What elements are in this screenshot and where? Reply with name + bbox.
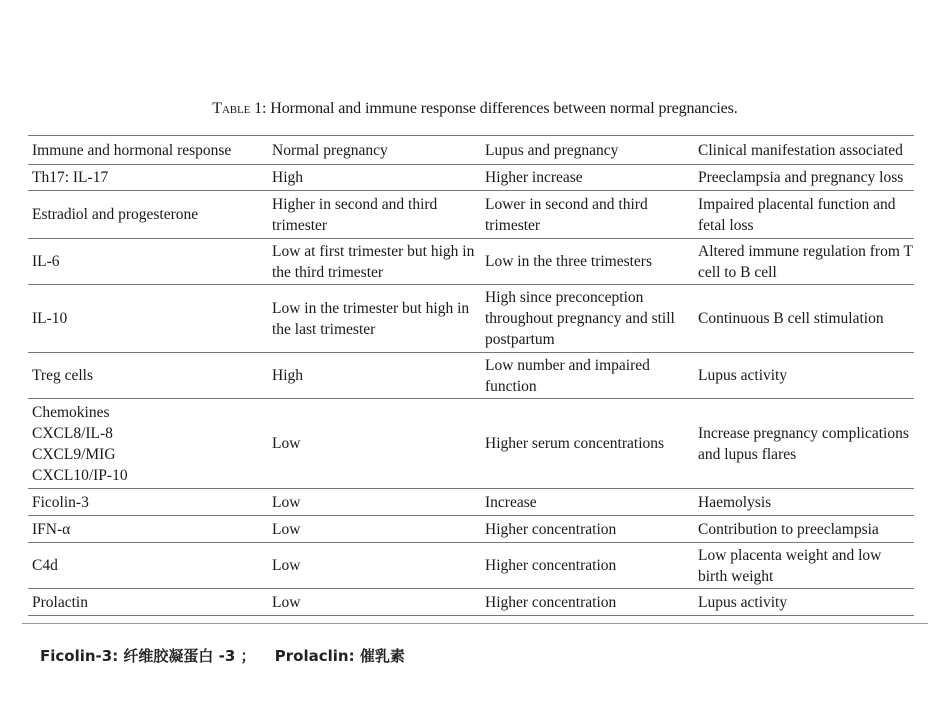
table-cell [694,543,914,589]
cell-text: Increase [485,493,537,511]
table-header-row [28,136,914,165]
table-cell [694,285,914,353]
chemokine-subline: CXCL8/IL-8 [32,424,113,442]
table-cell [481,543,694,589]
cell-text: Lower in second and third trimester [485,195,648,234]
column-header: Immune and hormonal response [28,136,268,165]
column-header: Clinical manifestation associated [694,136,914,165]
table-cell [28,285,268,353]
table-cell [268,589,481,616]
cell-text: Th17: IL-17 [32,169,109,186]
table-cell [481,353,694,399]
table-cell [481,589,694,616]
cell-text: Low [272,520,301,538]
cell-text: Prolactin [32,593,88,611]
cell-text: Higher concentration [485,557,617,574]
table-cell [694,589,914,616]
cell-text: Chemokines [32,403,110,421]
table-cell [28,489,268,516]
cell-text: Lupus activity [698,593,788,611]
chemokine-subline: CXCL9/MIG [32,445,116,463]
table-cell [268,165,481,191]
cell-text: High since preconception throughout pregnancy and still postpartum [485,289,675,348]
cell-text: Preeclampsia and pregnancy loss [698,169,904,186]
table-cell [28,165,268,191]
cell-text: Low at first trimester but high in the third trimester [272,242,475,281]
cell-text: Higher concentration [485,520,617,538]
cell-text: Low [272,435,301,452]
table-cell [28,589,268,616]
cell-text: Low in the trimester but high in the last trimester [272,299,470,338]
table-row [28,589,914,616]
table-cell [268,399,481,489]
table-cell [268,516,481,543]
table-row [28,516,914,543]
bottom-divider [22,623,928,624]
table-cell [28,516,268,543]
table-row [28,239,914,285]
table-cell [481,285,694,353]
table-caption [0,100,950,118]
table-cell [268,191,481,239]
table-cell [481,191,694,239]
cell-text: C4d [32,557,58,574]
table-row [28,191,914,239]
table-cell [28,239,268,285]
table-label: Table 1: [212,100,267,117]
cell-text: Treg cells [32,367,93,384]
cell-text: Haemolysis [698,493,772,511]
cell-text: Continuous B cell stimulation [698,310,884,327]
cell-text: IL-10 [32,310,68,327]
table-cell [268,353,481,399]
table-cell [481,489,694,516]
table-cell [481,239,694,285]
table-row [28,399,914,489]
cell-text: Low placenta weight and low birth weight [698,546,882,585]
table-row [28,489,914,516]
table-cell [268,239,481,285]
cell-text: IFN-α [32,520,71,538]
table-cell [694,353,914,399]
table-cell [694,239,914,285]
table-cell [694,191,914,239]
table-row [28,165,914,191]
table-cell [481,165,694,191]
table-cell [28,399,268,489]
cell-text: Higher serum concentrations [485,435,665,452]
cell-text: IL-6 [32,253,60,270]
cell-text: Contribution to preeclampsia [698,520,879,538]
table-cell [268,489,481,516]
footnote-prolactin: Prolaclin: 催乳素 [274,647,405,665]
table-cell [28,191,268,239]
cell-text: Low number and impaired function [485,356,650,395]
table-cell [268,543,481,589]
table-cell [481,516,694,543]
cell-text: Higher concentration [485,593,617,611]
table-cell [28,543,268,589]
cell-text: High [272,169,303,186]
cell-text: Low [272,557,301,574]
table-cell [481,399,694,489]
table-cell [694,516,914,543]
cell-text: Estradiol and progesterone [32,206,199,223]
cell-text: Lupus activity [698,367,788,384]
table-cell [694,165,914,191]
table-row [28,353,914,399]
cell-text: Impaired placental function and fetal loss [698,195,896,234]
cell-text: Increase pregnancy complications and lupus flares [698,424,909,463]
table-cell [694,399,914,489]
table-row [28,285,914,353]
table-title: Hormonal and immune response differences between normal pregnancies. [266,100,738,117]
cell-text: Low [272,493,301,511]
column-header: Normal pregnancy [268,136,481,165]
cell-text: Higher increase [485,169,583,186]
table-cell [28,353,268,399]
table-row [28,543,914,589]
cell-text: Low in the three trimesters [485,253,653,270]
table-cell [694,489,914,516]
chemokine-subline: CXCL10/IP-10 [32,466,128,484]
comparison-table [28,135,914,616]
cell-text: Higher in second and third trimester [272,195,438,234]
cell-text: Altered immune regulation from T cell to B cell [698,242,913,281]
cell-text: Ficolin-3 [32,493,89,511]
cell-text: Low [272,593,301,611]
table-cell [268,285,481,353]
footnote-ficolin: Ficolin-3: 纤维胶凝蛋白 -3 ； [40,647,256,665]
cell-text: High [272,367,303,384]
column-header: Lupus and pregnancy [481,136,694,165]
footnote [40,645,405,666]
